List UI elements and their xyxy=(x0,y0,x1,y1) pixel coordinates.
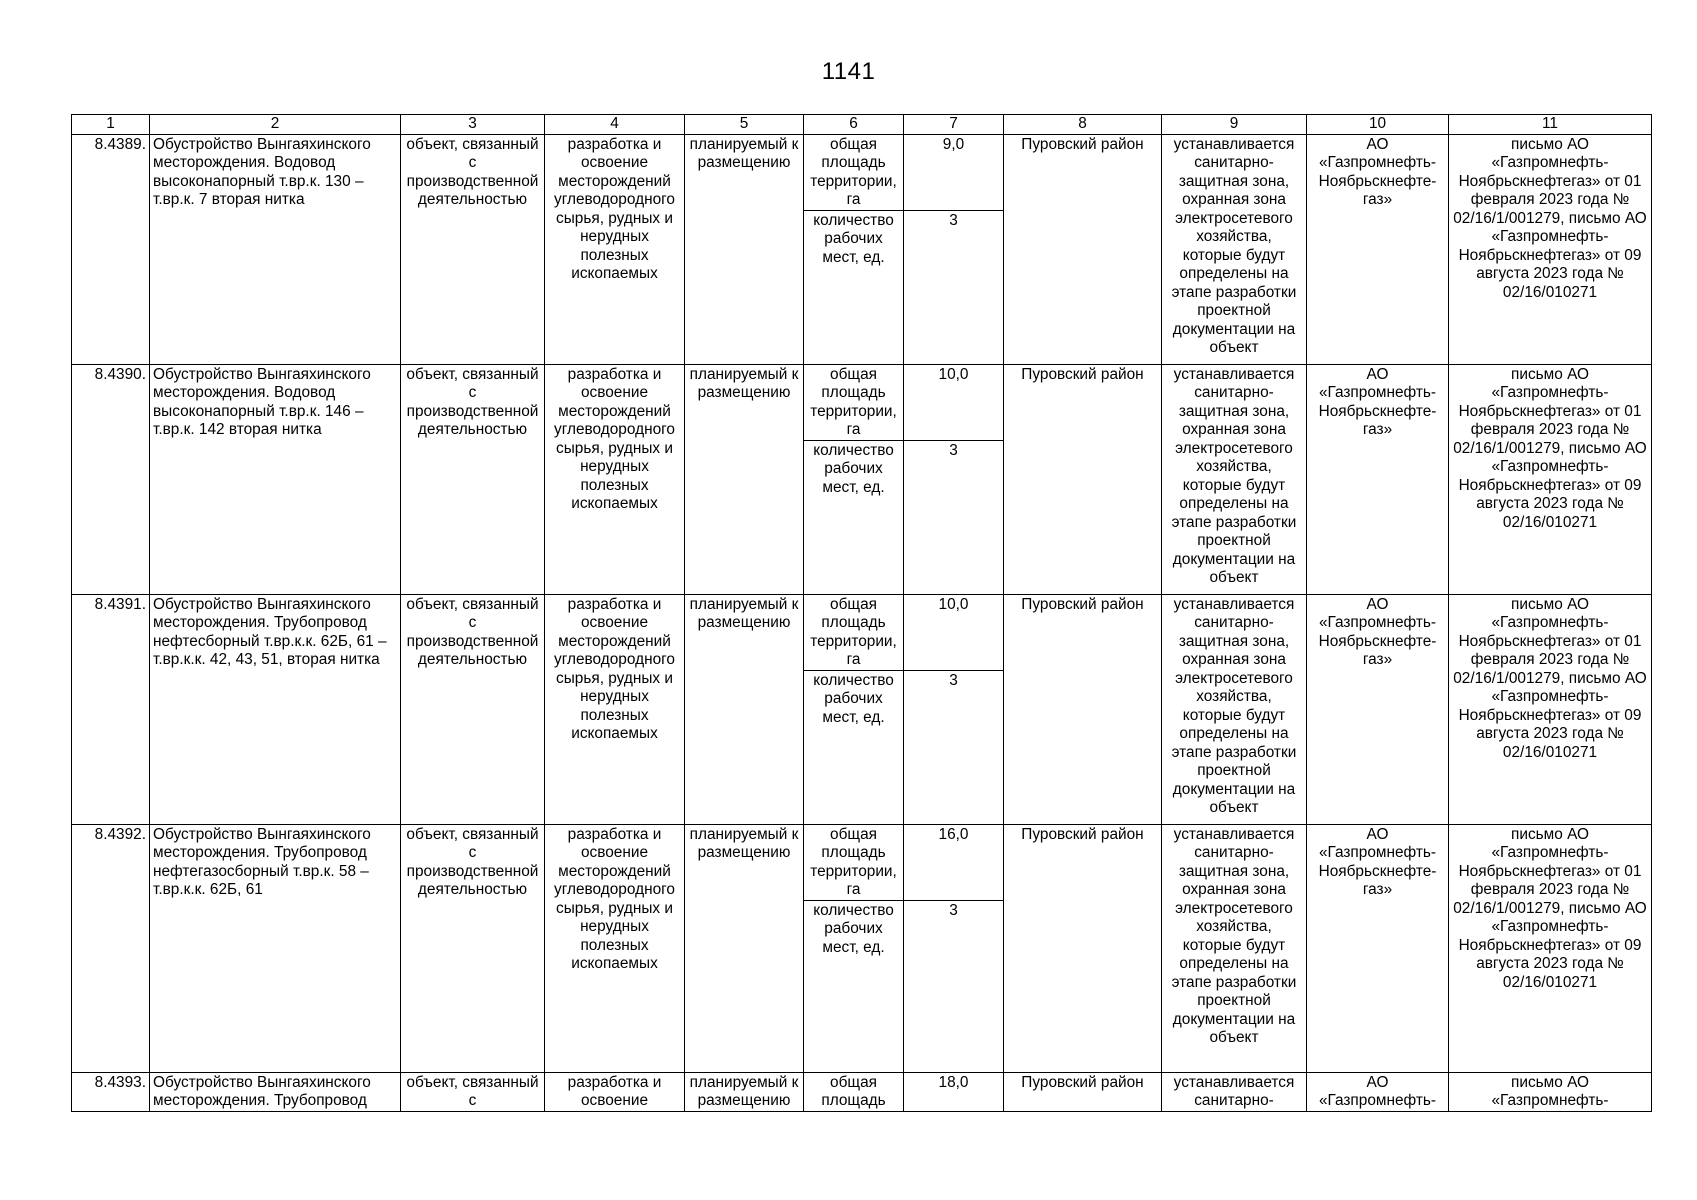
metric-jobs-value: 3 xyxy=(904,900,1004,1072)
column-number-header-row xyxy=(72,115,1652,135)
page-number: 1141 xyxy=(821,58,876,85)
object-type: объект, связанный с производственной деятельностью xyxy=(401,594,545,824)
metric-area-label: общая площадь территории, га xyxy=(804,134,904,210)
zone-info: устанавливается санитарно-защитная зона, охранная зона электросетевого хозяйства, которые будут определены на этапе разработки проектной документации на объект xyxy=(1162,824,1307,1072)
column-header: 11 xyxy=(1449,115,1652,135)
object-type: объект, связанный с производственной деятельностью xyxy=(401,134,545,364)
basis-document: письмо АО «Газпромнефть-Ноябрьскнефтегаз» от 01 февраля 2023 года № 02/16/1/001279, письмо АО «Газпромнефть-Ноябрьскнефтегаз» от 09 августа 2023 года № 02/16/010271 xyxy=(1449,594,1652,824)
owner: АО «Газпромнефть-Ноябрьскнефте-газ» xyxy=(1307,824,1449,1072)
object-type: объект, связанный с xyxy=(401,1072,545,1111)
object-name: Обустройство Вынгаяхинского месторождения. Водовод высоконапорный т.вр.к. 146 – т.вр.к. 142 вторая нитка xyxy=(150,364,401,594)
metric-jobs-value: 3 xyxy=(904,440,1004,594)
metric-area-label: общая площадь xyxy=(804,1072,904,1111)
object-purpose: разработка и освоение месторождений углеводородного сырья, рудных и нерудных полезных ископаемых xyxy=(545,364,685,594)
object-purpose: разработка и освоение месторождений углеводородного сырья, рудных и нерудных полезных ископаемых xyxy=(545,824,685,1072)
metric-jobs-label: количество рабочих мест, ед. xyxy=(804,670,904,824)
location: Пуровский район xyxy=(1004,1072,1162,1111)
basis-document: письмо АО «Газпромнефть-Ноябрьскнефтегаз» от 01 февраля 2023 года № 02/16/1/001279, письмо АО «Газпромнефть-Ноябрьскнефтегаз» от 09 августа 2023 года № 02/16/010271 xyxy=(1449,364,1652,594)
location: Пуровский район xyxy=(1004,134,1162,364)
zone-info: устанавливается санитарно-защитная зона, охранная зона электросетевого хозяйства, которые будут определены на этапе разработки проектной документации на объект xyxy=(1162,594,1307,824)
object-purpose: разработка и освоение месторождений углеводородного сырья, рудных и нерудных полезных ископаемых xyxy=(545,134,685,364)
object-status: планируемый к размещению xyxy=(685,594,804,824)
metric-jobs-value: 3 xyxy=(904,210,1004,364)
owner: АО «Газпромнефть- xyxy=(1307,1072,1449,1111)
column-header: 7 xyxy=(904,115,1004,135)
metric-area-label: общая площадь территории, га xyxy=(804,364,904,440)
object-status: планируемый к размещению xyxy=(685,364,804,594)
basis-document: письмо АО «Газпромнефть- xyxy=(1449,1072,1652,1111)
row-number: 8.4391. xyxy=(72,594,150,824)
object-name: Обустройство Вынгаяхинского месторождения. Водовод высоконапорный т.вр.к. 130 – т.вр.к. 7 вторая нитка xyxy=(150,134,401,364)
basis-document: письмо АО «Газпромнефть-Ноябрьскнефтегаз» от 01 февраля 2023 года № 02/16/1/001279, письмо АО «Газпромнефть-Ноябрьскнефтегаз» от 09 августа 2023 года № 02/16/010271 xyxy=(1449,824,1652,1072)
location: Пуровский район xyxy=(1004,364,1162,594)
row-number: 8.4393. xyxy=(72,1072,150,1111)
object-status: планируемый к размещению xyxy=(685,134,804,364)
metric-area-value: 9,0 xyxy=(904,134,1004,210)
metric-area-value: 18,0 xyxy=(904,1072,1004,1111)
column-header: 6 xyxy=(804,115,904,135)
zone-info: устанавливается санитарно- xyxy=(1162,1072,1307,1111)
registry-table xyxy=(71,114,1652,1112)
zone-info: устанавливается санитарно-защитная зона, охранная зона электросетевого хозяйства, которые будут определены на этапе разработки проектной документации на объект xyxy=(1162,364,1307,594)
location: Пуровский район xyxy=(1004,594,1162,824)
zone-info: устанавливается санитарно-защитная зона, охранная зона электросетевого хозяйства, которые будут определены на этапе разработки проектной документации на объект xyxy=(1162,134,1307,364)
metric-area-label: общая площадь территории, га xyxy=(804,824,904,900)
object-type: объект, связанный с производственной деятельностью xyxy=(401,364,545,594)
row-number: 8.4389. xyxy=(72,134,150,364)
row-number: 8.4392. xyxy=(72,824,150,1072)
table-row-partial xyxy=(72,1072,1652,1111)
owner: АО «Газпромнефть-Ноябрьскнефте-газ» xyxy=(1307,134,1449,364)
location: Пуровский район xyxy=(1004,824,1162,1072)
column-header: 4 xyxy=(545,115,685,135)
object-name: Обустройство Вынгаяхинского месторождения. Трубопровод нефтесборный т.вр.к.к. 62Б, 61 – т.вр.к.к. 42, 43, 51, вторая нитка xyxy=(150,594,401,824)
metric-area-value: 10,0 xyxy=(904,364,1004,440)
object-purpose: разработка и освоение месторождений углеводородного сырья, рудных и нерудных полезных ископаемых xyxy=(545,594,685,824)
object-status: планируемый к размещению xyxy=(685,1072,804,1111)
metric-area-label: общая площадь территории, га xyxy=(804,594,904,670)
owner: АО «Газпромнефть-Ноябрьскнефте-газ» xyxy=(1307,364,1449,594)
table-row xyxy=(72,824,1652,900)
object-purpose: разработка и освоение xyxy=(545,1072,685,1111)
row-number: 8.4390. xyxy=(72,364,150,594)
column-header: 8 xyxy=(1004,115,1162,135)
metric-jobs-label: количество рабочих мест, ед. xyxy=(804,900,904,1072)
metric-jobs-label: количество рабочих мест, ед. xyxy=(804,210,904,364)
metric-jobs-value: 3 xyxy=(904,670,1004,824)
metric-jobs-label: количество рабочих мест, ед. xyxy=(804,440,904,594)
object-name: Обустройство Вынгаяхинского месторождения. Трубопровод xyxy=(150,1072,401,1111)
column-header: 10 xyxy=(1307,115,1449,135)
table-row xyxy=(72,134,1652,210)
object-name: Обустройство Вынгаяхинского месторождения. Трубопровод нефтегазосборный т.вр.к. 58 – т.вр.к.к. 62Б, 61 xyxy=(150,824,401,1072)
basis-document: письмо АО «Газпромнефть-Ноябрьскнефтегаз» от 01 февраля 2023 года № 02/16/1/001279, письмо АО «Газпромнефть-Ноябрьскнефтегаз» от 09 августа 2023 года № 02/16/010271 xyxy=(1449,134,1652,364)
metric-area-value: 16,0 xyxy=(904,824,1004,900)
metric-area-value: 10,0 xyxy=(904,594,1004,670)
column-header: 9 xyxy=(1162,115,1307,135)
column-header: 1 xyxy=(72,115,150,135)
column-header: 5 xyxy=(685,115,804,135)
object-status: планируемый к размещению xyxy=(685,824,804,1072)
table-row xyxy=(72,364,1652,440)
column-header: 3 xyxy=(401,115,545,135)
object-type: объект, связанный с производственной деятельностью xyxy=(401,824,545,1072)
table-row xyxy=(72,594,1652,670)
owner: АО «Газпромнефть-Ноябрьскнефте-газ» xyxy=(1307,594,1449,824)
column-header: 2 xyxy=(150,115,401,135)
